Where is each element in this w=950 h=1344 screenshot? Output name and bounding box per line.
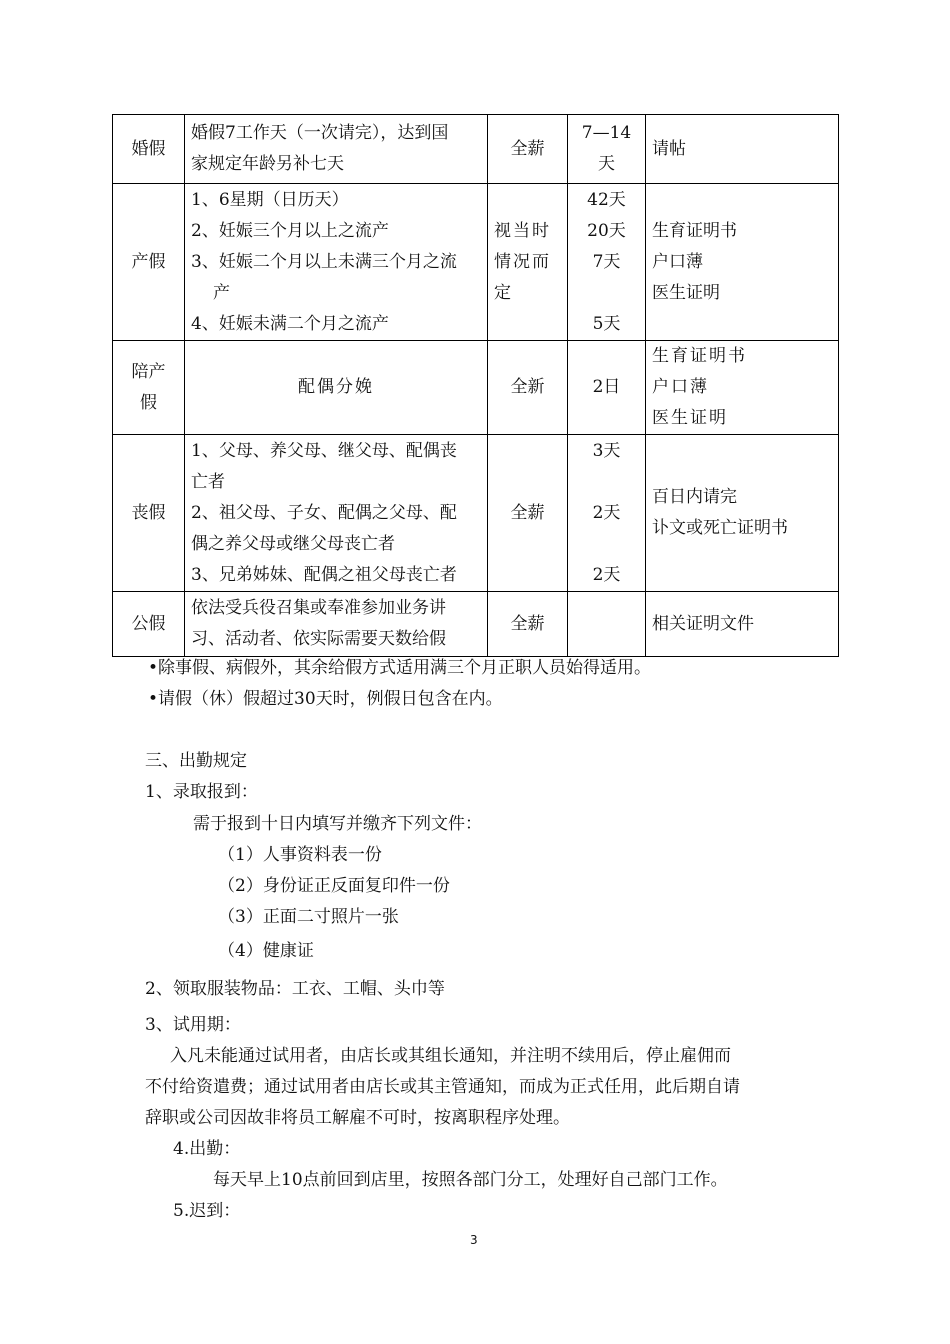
leave-days-cell: 2日 [568,341,646,435]
item-uniform: 2、领取服装物品：工衣、工帽、头巾等 [145,979,445,999]
item-attendance: 4.出勤： [173,1139,241,1159]
leave-pay-cell: 视当时 情况而 定 [488,184,568,341]
leave-desc-cell: 1、6星期（日历天） 2、妊娠三个月以上之流产 3、妊娠二个月以上未满三个月之流 产 4、妊娠未满二个月之流产 [185,184,488,341]
leave-days-cell [568,592,646,657]
table-row [113,341,839,435]
doc-list-item: （1）人事资料表一份 [218,845,382,865]
probation-text: 辞职或公司因故非将员工解雇不可时，按离职程序处理。 [145,1108,570,1128]
probation-text: 不付给资遣费；通过试用者由店长或其主管通知，而成为正式任用，此后期自请 [145,1077,740,1097]
doc-list-item: （4）健康证 [218,941,314,961]
page-number: 3 [470,1233,478,1247]
leave-type-cell: 陪产 假 [113,341,185,435]
leave-docs-cell: 百日内请完 讣文或死亡证明书 [646,435,839,592]
leave-days-cell: 7—14 天 [568,115,646,184]
leave-desc-cell: 婚假7工作天（一次请完），达到国 家规定年龄另补七天 [185,115,488,184]
leave-desc-cell: 配偶分娩 [185,341,488,435]
leave-pay-cell: 全薪 [488,115,568,184]
table-row [113,592,839,657]
item-late: 5.迟到： [173,1201,241,1221]
leave-type-cell: 丧假 [113,435,185,592]
leave-pay-cell: 全薪 [488,592,568,657]
item-enrollment-intro: 需于报到十日内填写并缴齐下列文件： [193,814,482,834]
leave-desc-cell: 1、父母、养父母、继父母、配偶丧 亡者 2、祖父母、子女、配偶之父母、配 偶之养父母或继父母丧亡者 3、兄弟姊妹、配偶之祖父母丧亡者 [185,435,488,592]
section-title: 三、出勤规定 [145,751,247,771]
leave-docs-cell: 相关证明文件 [646,592,839,657]
table-row [113,435,839,592]
leave-docs-cell: 生育证明书 户口薄 医生证明 [646,341,839,435]
leave-pay-cell: 全薪 [488,435,568,592]
probation-text: 入凡未能通过试用者，由店长或其组长通知，并注明不续用后，停止雇佣而 [170,1046,731,1066]
leave-type-cell: 产假 [113,184,185,341]
leave-desc-cell: 依法受兵役召集或奉准参加业务讲 习、活动者、依实际需要天数给假 [185,592,488,657]
doc-list-item: （2）身份证正反面复印件一份 [218,876,450,896]
leave-table [112,114,839,657]
leave-days-cell: 3天 2天 2天 [568,435,646,592]
leave-type-cell: 公假 [113,592,185,657]
doc-list-item: （3）正面二寸照片一张 [218,907,399,927]
item-probation: 3、试用期： [145,1015,241,1035]
note-item: •除事假、病假外，其余给假方式适用满三个月正职人员始得适用。 [148,658,652,678]
attendance-text: 每天早上10点前回到店里，按照各部门分工，处理好自己部门工作。 [213,1170,728,1190]
table-row [113,184,839,341]
leave-type-cell: 婚假 [113,115,185,184]
note-item: •请假（休）假超过30天时，例假日包含在内。 [148,689,503,709]
leave-days-cell: 42天 20天 7天 5天 [568,184,646,341]
table-row [113,115,839,184]
item-enrollment: 1、录取报到： [145,782,258,802]
leave-docs-cell: 请帖 [646,115,839,184]
leave-docs-cell: 生育证明书 户口薄 医生证明 [646,184,839,341]
leave-pay-cell: 全新 [488,341,568,435]
